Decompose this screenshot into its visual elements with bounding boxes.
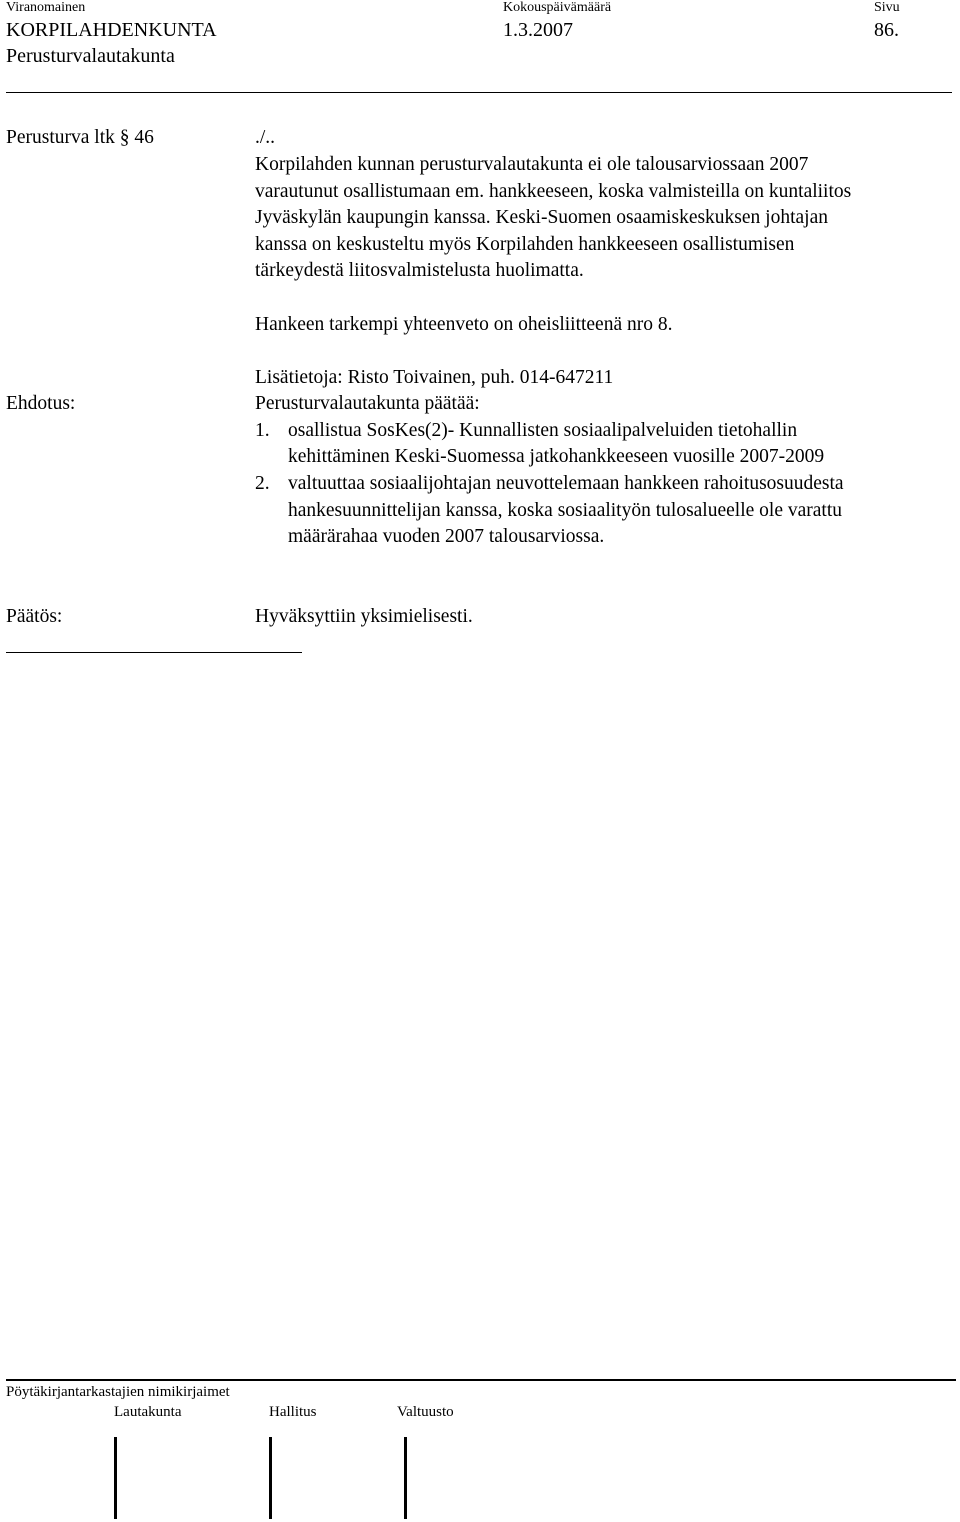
paragraph1-line-4: kanssa on keskusteltu myös Korpilahden hankkeeseen osallistumisen: [255, 234, 795, 255]
paragraph1-line-5: tärkeydestä liitosvalmistelusta huolimatta.: [255, 260, 584, 281]
header-page-label: Sivu: [874, 0, 900, 15]
proposal-intro: Perusturvalautakunta päätää:: [255, 393, 480, 414]
proposal-item-2-line-2: hankesuunnittelijan kanssa, koska sosiaalityön tulosalueelle ole varattu: [288, 500, 842, 521]
continued-marker: ./..: [255, 127, 276, 148]
header-date: 1.3.2007: [503, 19, 573, 41]
footer-rule: [6, 1379, 956, 1381]
proposal-label: Ehdotus:: [6, 393, 76, 414]
signature-box-divider-1: [114, 1437, 117, 1519]
header-date-label: Kokouspäivämäärä: [503, 0, 612, 15]
proposal-item-1-number: 1.: [255, 420, 270, 441]
paragraph1-line-2: varautunut osallistumaan em. hankkeeseen, koska valmisteilla on kuntaliitos: [255, 181, 852, 202]
signature-box-divider-2: [269, 1437, 272, 1519]
paragraph1-line-1: Korpilahden kunnan perusturvalautakunta ei ole talousarviossaan 2007: [255, 154, 809, 175]
proposal-item-1-line-1: osallistua SosKes(2)- Kunnallisten sosiaalipalveluiden tietohallin: [288, 420, 798, 441]
header-board: Perusturvalautakunta: [6, 45, 175, 67]
attachment-note: Hankeen tarkempi yhteenveto on oheisliitteenä nro 8.: [255, 314, 673, 335]
paragraph1-line-3: Jyväskylän kaupungin kanssa. Keski-Suomen osaamiskeskuksen johtajan: [255, 207, 828, 228]
decision-end-rule: [6, 652, 302, 653]
header-page-number: 86.: [874, 19, 899, 41]
header-rule: [6, 92, 952, 93]
decision-text: Hyväksyttiin yksimielisesti.: [255, 606, 473, 627]
proposal-item-2-line-1: valtuuttaa sosiaalijohtajan neuvottelemaan hankkeen rahoitusosuudesta: [288, 473, 844, 494]
proposal-item-2-line-3: määrärahaa vuoden 2007 talousarviossa.: [288, 526, 605, 547]
footer-col-council: Valtuusto: [397, 1404, 454, 1420]
footer-col-government: Hallitus: [269, 1404, 317, 1420]
signature-box-divider-3: [404, 1437, 407, 1519]
footer-col-board: Lautakunta: [114, 1404, 182, 1420]
header-authority: KORPILAHDENKUNTA: [6, 19, 217, 41]
proposal-item-1-line-2: kehittäminen Keski-Suomessa jatkohankkeeseen vuosille 2007-2009: [288, 446, 825, 467]
header-authority-label: Viranomainen: [6, 0, 86, 15]
footer-title: Pöytäkirjantarkastajien nimikirjaimet: [6, 1384, 230, 1400]
proposal-item-2-number: 2.: [255, 473, 270, 494]
contact-info: Lisätietoja: Risto Toivainen, puh. 014-647211: [255, 367, 614, 388]
section-ref: Perusturva ltk § 46: [6, 127, 154, 148]
decision-label: Päätös:: [6, 606, 63, 627]
